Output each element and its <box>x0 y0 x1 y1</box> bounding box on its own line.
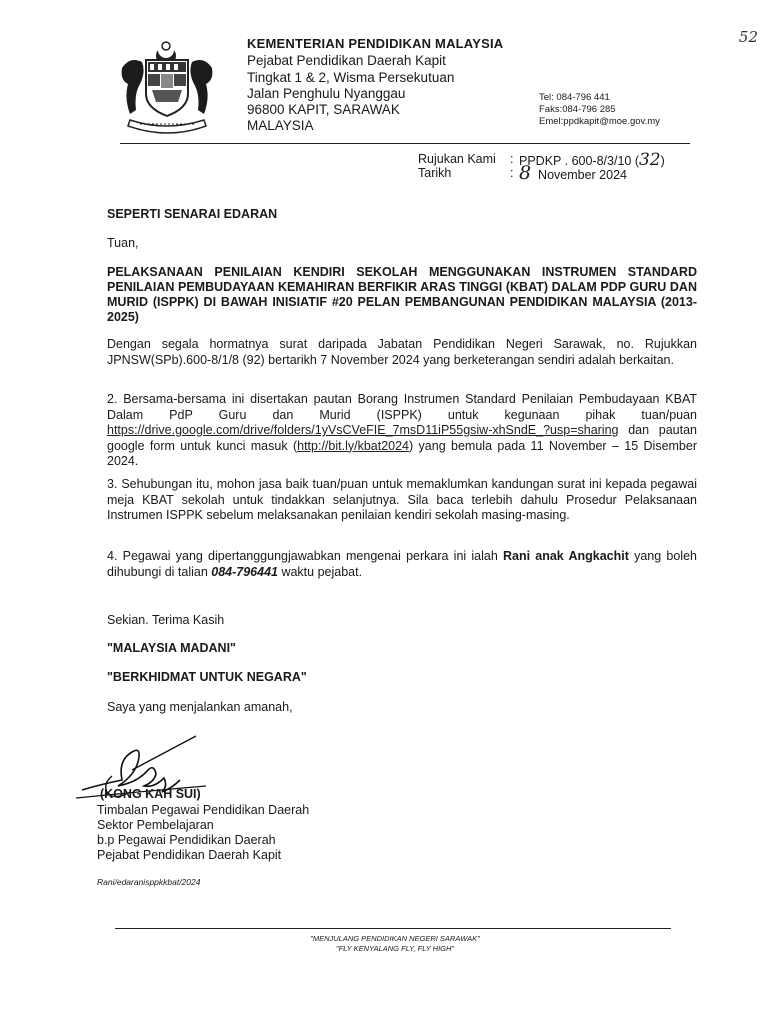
contact-phone: 084-796441 <box>211 564 278 579</box>
email: Emel:ppdkapit@moe.gov.my <box>539 116 660 127</box>
signatory-name: (KONG KAH SUI) <box>100 787 201 801</box>
contact-person-name: Rani anak Angkachit <box>502 549 629 563</box>
signatory-title-3: b.p Pegawai Pendidikan Daerah <box>97 833 276 847</box>
drive-folder-link[interactable]: https://drive.google.com/drive/folders/1yVsCVeFIE_7msD11iP55gsiw-xhSndE_?usp=sharing <box>107 423 619 437</box>
paragraph-4 <box>107 549 697 580</box>
paragraph-1: Dengan segala hormatnya surat daripada Jabatan Pendidikan Negeri Sarawak, no. Rujukkan JPNSW(SPb).600-8/1/8 (92) bertarikh 7 November 2024 yang berketerangan sendiri adalah berkaitan. <box>107 337 697 367</box>
reference-number: PPDKP . 600-8/3/10 ( <box>519 154 639 168</box>
office-name: Pejabat Pendidikan Daerah Kapit <box>247 53 446 68</box>
ministry-name: KEMENTERIAN PENDIDIKAN MALAYSIA <box>247 36 504 51</box>
date-month-year: November 2024 <box>538 168 627 182</box>
address-line-2: Jalan Penghulu Nyanggau <box>247 86 406 101</box>
reference-handwritten-number: 32 <box>638 150 661 170</box>
signatory-title-4: Pejabat Pendidikan Daerah Kapit <box>97 848 282 862</box>
coat-of-arms-logo <box>112 38 222 138</box>
motto-berkhidmat: "BERKHIDMAT UNTUK NEGARA" <box>107 670 307 684</box>
google-form-link[interactable]: http://bit.ly/kbat2024 <box>297 438 410 453</box>
date-label: Tarikh <box>418 166 452 180</box>
paragraph-2-mid: dan pautan google form untuk kunci masuk ( <box>107 423 697 453</box>
paragraph-4-lead: 4. Pegawai yang dipertanggungjawabkan mengenai perkara ini ialah <box>107 549 503 563</box>
salutation: Tuan, <box>107 236 139 250</box>
signatory-title-1: Timbalan Pegawai Pendidikan Daerah <box>97 803 310 817</box>
date-handwritten-day: 8 <box>519 162 532 184</box>
closing-trust: Saya yang menjalankan amanah, <box>107 700 293 714</box>
reference-label: Rujukan Kami <box>418 152 496 166</box>
date-value <box>519 162 627 184</box>
signatory-title-2: Sektor Pembelajaran <box>97 818 214 832</box>
paragraph-4-end: waktu pejabat. <box>277 564 363 579</box>
footer-divider <box>115 928 671 929</box>
address-country: MALAYSIA <box>247 118 314 133</box>
date-colon: : <box>510 166 514 180</box>
recipient: SEPERTI SENARAI EDARAN <box>107 207 278 221</box>
footer-slogan-2: "FLY KENYALANG FLY, FLY HIGH" <box>335 944 455 953</box>
file-reference: Rani/edaranisppkkbat/2024 <box>97 877 201 887</box>
letterhead-divider <box>120 143 690 144</box>
letter-subject: PELAKSANAAN PENILAIAN KENDIRI SEKOLAH MENGGUNAKAN INSTRUMEN STANDARD PENILAIAN PEMBUDAYAAN KEMAHIRAN BERFIKIR ARAS TINGGI (KBAT) DALAM PDP GURU DAN MURID (ISPPK) DI BAWAH INISIATIF #20 PELAN PEMBANGUNAN PENDIDIKAN MALAYSIA (2013-2025) <box>107 265 697 324</box>
reference-close: ) <box>660 154 665 168</box>
paragraph-2-lead: 2. Bersama-bersama ini disertakan pautan Borang Instrumen Standard Penilaian Pembudayaan KBAT Dalam PdP Guru dan Murid (ISPPK) untuk kegunaan pihak tuan/puan <box>107 392 697 422</box>
motto-malaysia-madani: "MALAYSIA MADANI" <box>107 641 236 655</box>
fax: Faks:084-796 285 <box>539 104 616 115</box>
footer-slogan-1: "MENJULANG PENDIDIKAN NEGERI SARAWAK" <box>310 934 480 943</box>
telephone: Tel: 084-796 441 <box>539 92 610 103</box>
address-line-1: Tingkat 1 & 2, Wisma Persekutuan <box>247 70 455 85</box>
paragraph-2-end: ) yang bemula pada 11 November – 15 Disember 2024. <box>107 438 698 468</box>
paragraph-3: 3. Sehubungan itu, mohon jasa baik tuan/puan untuk memaklumkan kandungan surat ini kepada pegawai meja KBAT sekolah untuk tindakkan selanjutnya. Sila baca terlebih dahulu Prosedur Pelaksanaan Instrumen ISPPK sebelum melaksanakan penilaian kendiri sekolah masing-masing. <box>107 477 697 522</box>
reference-colon: : <box>510 152 514 166</box>
page-number-handwritten: 52 <box>738 28 758 46</box>
paragraph-4-mid: yang boleh dihubungi di talian <box>107 549 697 579</box>
closing-thanks: Sekian. Terima Kasih <box>107 613 225 627</box>
address-line-3: 96800 KAPIT, SARAWAK <box>247 102 400 117</box>
paragraph-2 <box>107 392 697 470</box>
